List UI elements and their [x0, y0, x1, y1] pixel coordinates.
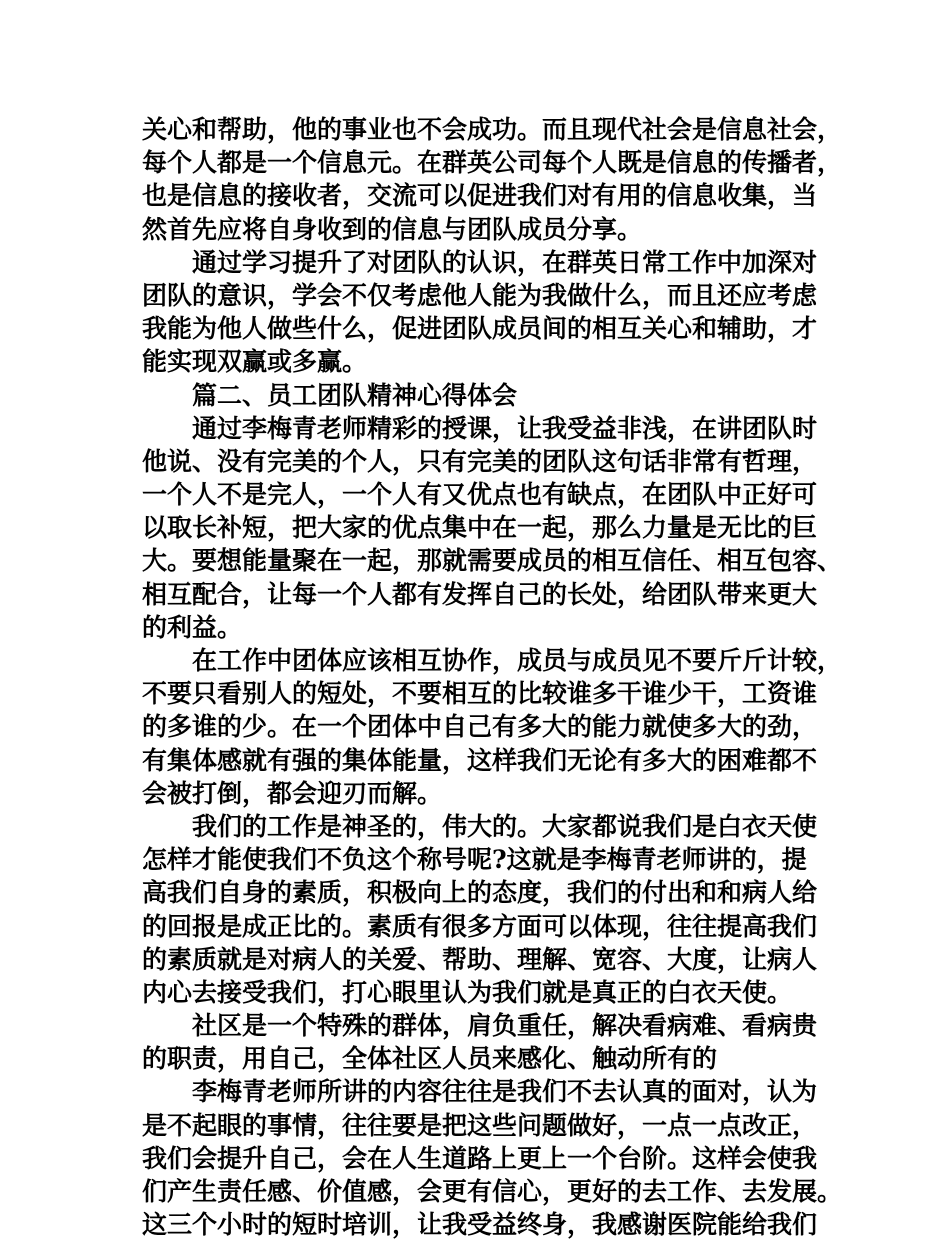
text-line: 是不起眼的事情，往往要是把这些问题做好，一点一点改正，: [142, 1110, 818, 1140]
text-line: 怎样才能使我们不负这个称号呢?这就是李梅青老师讲的，提: [142, 845, 807, 875]
text-line: 团队的意识，学会不仅考虑他人能为我做什么，而且还应考虑: [142, 280, 818, 310]
text-line: 的素质就是对病人的关爱、帮助、理解、宽容、大度，让病人: [142, 944, 818, 974]
text-line: 的多谁的少。在一个团体中自己有多大的能力就使多大的劲，: [142, 712, 818, 742]
text-line: 的职责，用自己，全体社区人员来感化、触动所有的: [142, 1044, 718, 1074]
text-line: 内心去接受我们，打心眼里认为我们就是真正的白衣天使。: [142, 977, 793, 1007]
text-line: 我能为他人做些什么，促进团队成员间的相互关心和辅助，才: [142, 314, 818, 344]
text-line: 的回报是成正比的。素质有很多方面可以体现，往往提高我们: [142, 911, 818, 941]
text-line: 相互配合，让每一个人都有发挥自己的长处，给团队带来更大: [142, 579, 818, 609]
text-line: 我们的工作是神圣的，伟大的。大家都说我们是白衣天使: [192, 811, 818, 841]
text-line: 他说、没有完美的个人，只有完美的团队这句话非常有哲理，: [142, 446, 818, 476]
text-line: 以取长补短，把大家的优点集中在一起，那么力量是无比的巨: [142, 513, 818, 543]
text-line: 不要只看别人的短处，不要相互的比较谁多干谁少干，工资谁: [142, 679, 818, 709]
text-line: 能实现双赢或多赢。: [142, 347, 368, 377]
text-line: 社区是一个特殊的群体，肩负重任，解决看病难、看病贵: [192, 1011, 818, 1041]
text-line: 们产生责任感、价值感，会更有信心，更好的去工作、去发展。: [142, 1177, 843, 1206]
text-line: 这三个小时的短时培训，让我受益终身，我感谢医院能给我们: [142, 1210, 818, 1240]
text-line: 大。要想能量聚在一起，那就需要成员的相互信任、相互包容、: [142, 546, 843, 576]
text-line: 关心和帮助，他的事业也不会成功。而且现代社会是信息社会，: [142, 115, 843, 144]
text-line: 的利益。: [142, 612, 243, 642]
text-line: 通过李梅青老师精彩的授课，让我受益非浅，在讲团队时: [192, 413, 818, 443]
text-line: 然首先应将自身收到的信息与团队成员分享。: [142, 214, 643, 244]
text-line: 篇二、员工团队精神心得体会: [192, 380, 518, 410]
text-line: 在工作中团体应该相互协作，成员与成员见不要斤斤计较，: [192, 646, 843, 675]
text-line: 一个人不是完人，一个人有又优点也有缺点，在团队中正好可: [142, 480, 818, 510]
document-body: [142, 113, 843, 1241]
text-line: 通过学习提升了对团队的认识，在群英日常工作中加深对: [192, 247, 818, 277]
text-line: 每个人都是一个信息元。在群英公司每个人既是信息的传播者，: [142, 148, 843, 178]
text-line: 会被打倒，都会迎刃而解。: [142, 778, 443, 808]
text-line: 高我们自身的素质，积极向上的态度，我们的付出和和病人给: [142, 878, 818, 908]
text-line: 有集体感就有强的集体能量，这样我们无论有多大的困难都不: [142, 745, 818, 775]
text-line: 我们会提升自己，会在人生道路上更上一个台阶。这样会使我: [142, 1143, 818, 1173]
text-line: 李梅青老师所讲的内容往往是我们不去认真的面对，认为: [192, 1077, 818, 1107]
text-line: 也是信息的接收者，交流可以促进我们对有用的信息收集，当: [142, 181, 818, 211]
